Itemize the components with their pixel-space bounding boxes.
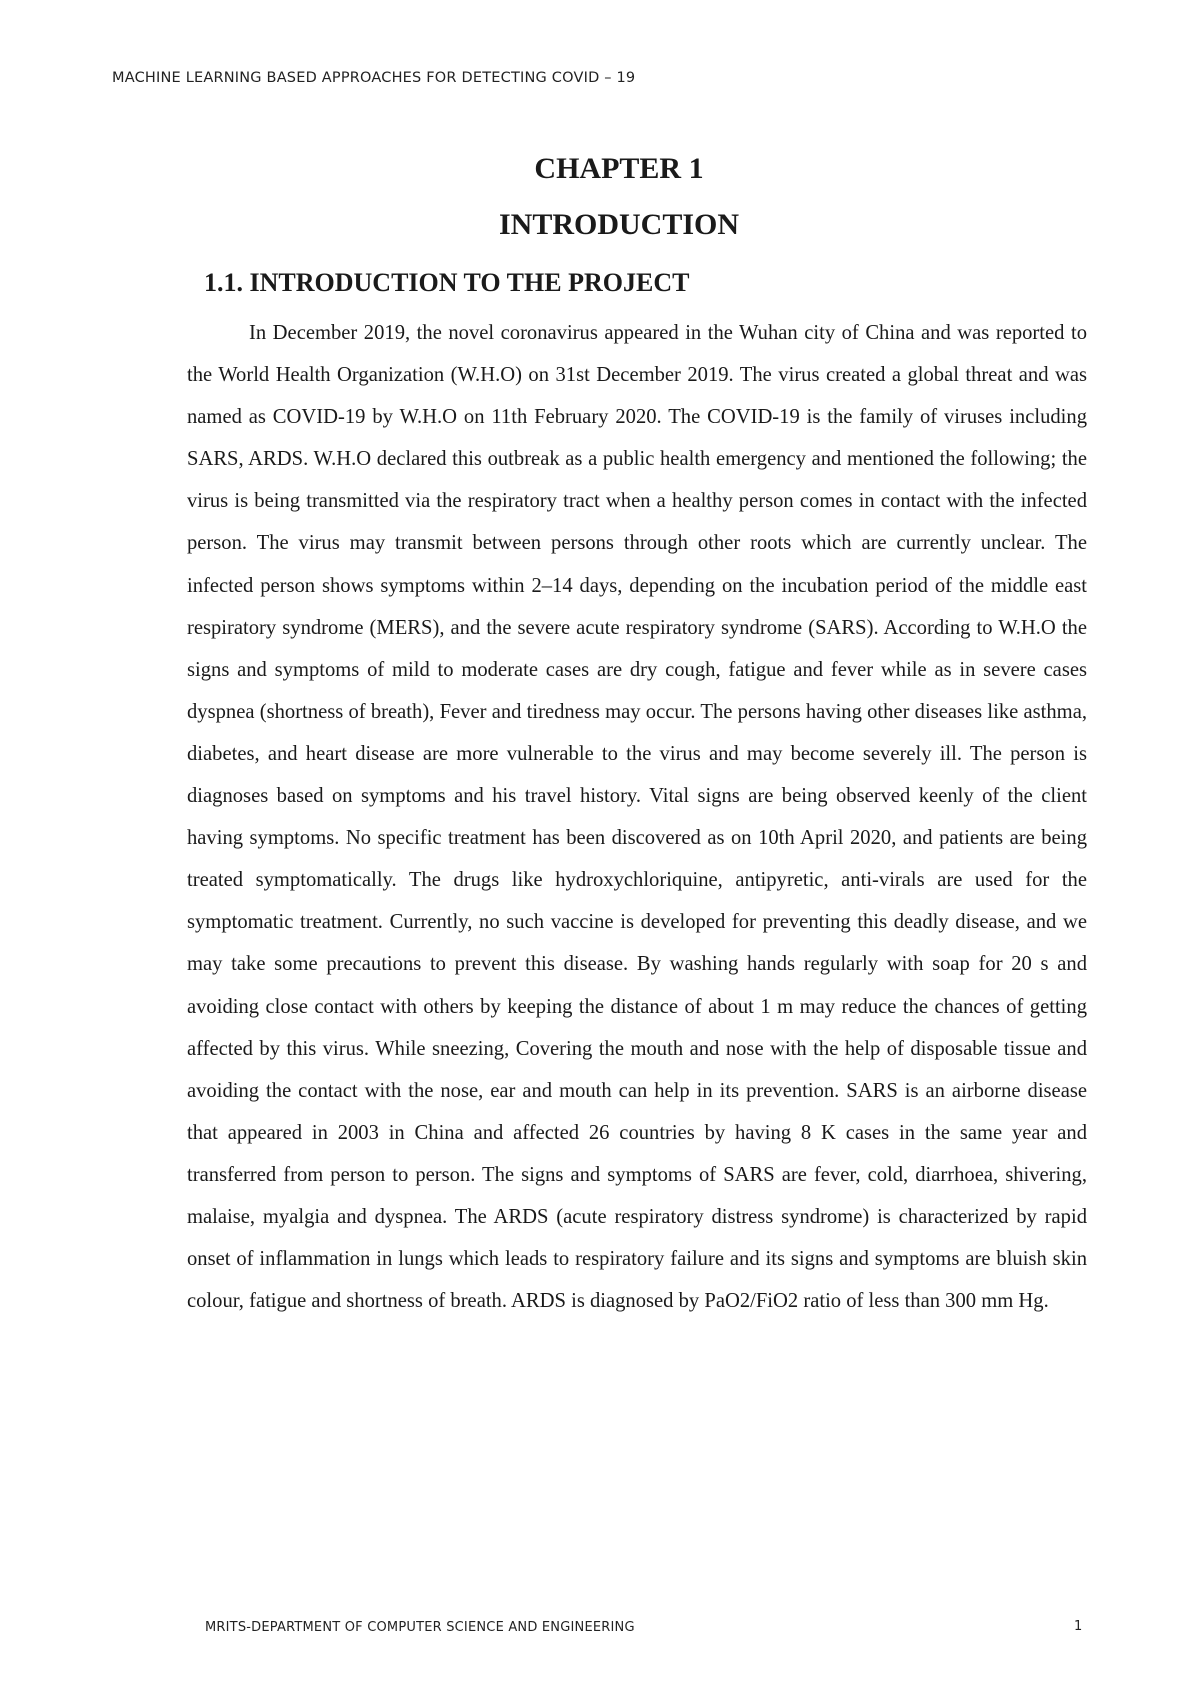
body-paragraph: In December 2019, the novel coronavirus appeared in the Wuhan city of China and was reported to the World Health Organization (W.H.O) on 31st December 2019. The virus created a global threat and was named as COVID-19 by W.H.O on 11th February 2020. The COVID-19 is the family of viruses including SARS, ARDS. W.H.O declared this outbreak as a public health emergency and mentioned the following; the virus is being transmitted via the respiratory tract when a healthy person comes in contact with the infected person. The virus may transmit between persons through other roots which are currently unclear. The infected person shows symptoms within 2–14 days, depending on the incubation period of the middle east respiratory syndrome (MERS), and the severe acute respiratory syndrome (SARS). According to W.H.O the signs and symptoms of mild to moderate cases are dry cough, fatigue and fever while as in severe cases dyspnea (shortness of breath), Fever and tiredness may occur. The persons having other diseases like asthma, diabetes, and heart disease are more vulnerable to the virus and may become severely ill. The person is diagnoses based on symptoms and his travel history. Vital signs are being observed keenly of the client having symptoms. No specific treatment has been discovered as on 10th April 2020, and patients are being treated symptomatically. The drugs like hydroxychloriquine, antipyretic, anti-virals are used for the symptomatic treatment. Currently, no such vaccine is developed for preventing this deadly disease, and we may take some precautions to prevent this disease. By washing hands regularly with soap for 20 s and avoiding close contact with others by keeping the distance of about 1 m may reduce the chances of getting affected by this virus. While sneezing, Covering the mouth and nose with the help of disposable tissue and avoiding the contact with the nose, ear and mouth can help in its prevention. SARS is an airborne disease that appeared in 2003 in China and affected 26 countries by having 8 K cases in the same year and transferred from person to person. The signs and symptoms of SARS are fever, cold, diarrhoea, shivering, malaise, myalgia and dyspnea. The ARDS (acute respiratory distress syndrome) is characterized by rapid onset of inflammation in lungs which leads to respiratory failure and its signs and symptoms are bluish skin colour, fatigue and shortness of breath. ARDS is diagnosed by PaO2/FiO2 ratio of less than 300 mm Hg. [187, 322, 1087, 1313]
chapter-title: INTRODUCTION [498, 208, 740, 241]
section-heading: 1.1. INTRODUCTION TO THE PROJECT [204, 268, 690, 297]
chapter-number: CHAPTER 1 [534, 152, 704, 185]
running-header: MACHINE LEARNING BASED APPROACHES FOR DETECTING COVID – 19 [112, 70, 636, 86]
page-number: 1 [1074, 1619, 1083, 1634]
running-footer: MRITS-DEPARTMENT OF COMPUTER SCIENCE AND ENGINEERING [205, 1620, 635, 1635]
